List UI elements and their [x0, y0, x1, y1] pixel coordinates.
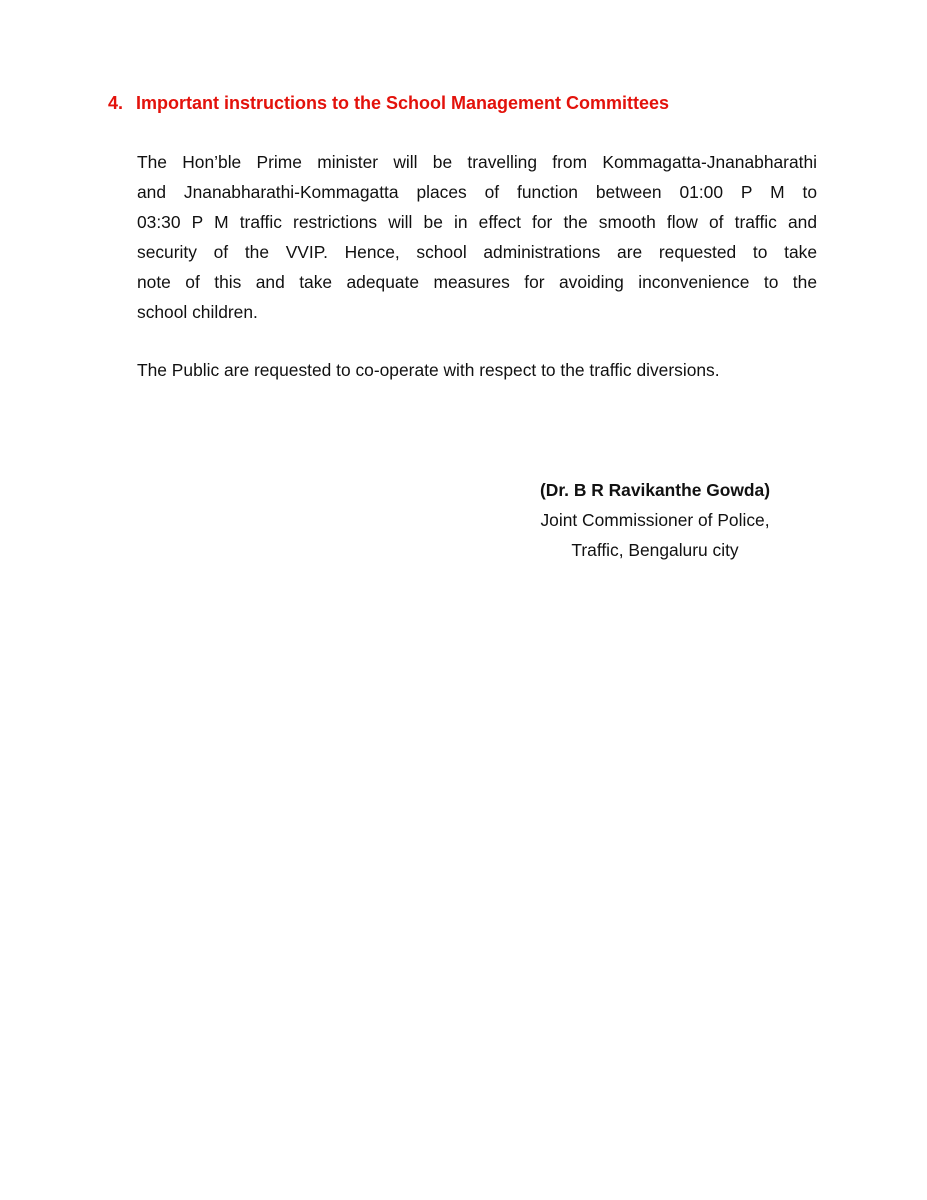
section-heading — [108, 90, 828, 116]
section-number: 4. — [108, 93, 124, 113]
paragraph-line: 03:30 P M traffic restrictions will be in effect for the smooth flow of traffic and — [137, 212, 817, 232]
signatory-office: Traffic, Bengaluru city — [571, 540, 739, 560]
paragraph-line: security of the VVIP. Hence, school administrations are requested to take — [137, 242, 817, 262]
signatory-designation: Joint Commissioner of Police, — [540, 510, 770, 530]
paragraph-line: and Jnanabharathi-Kommagatta places of function between 01:00 P M to — [137, 182, 817, 202]
paragraph-line: school children. — [137, 302, 258, 322]
public-request-paragraph: The Public are requested to co-operate with respect to the traffic diversions. — [137, 360, 720, 380]
signatory-name: (Dr. B R Ravikanthe Gowda) — [540, 480, 770, 500]
paragraph-line: note of this and take adequate measures for avoiding inconvenience to the — [137, 272, 817, 292]
signature-block — [470, 475, 840, 565]
instructions-paragraph — [137, 147, 817, 327]
paragraph-line: The Hon’ble Prime minister will be travelling from Kommagatta-Jnanabharathi — [137, 152, 817, 172]
section-title: Important instructions to the School Management Committees — [136, 93, 670, 113]
